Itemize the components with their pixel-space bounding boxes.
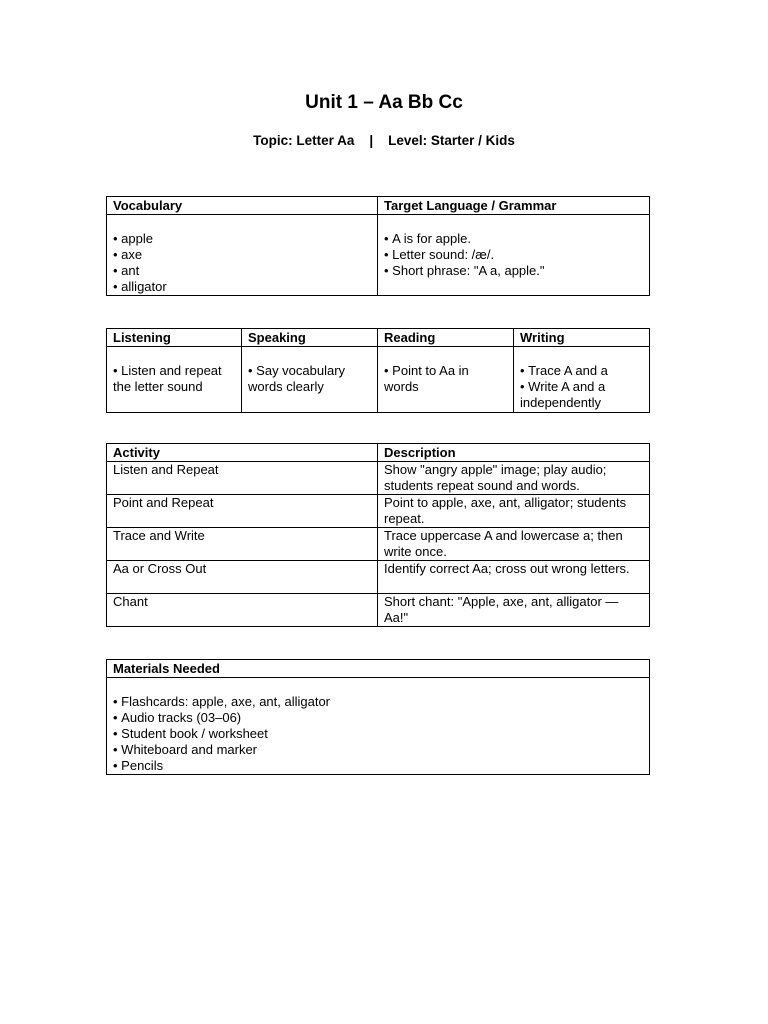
activity-description: Show "angry apple" image; play audio; students repeat sound and words. [378,462,650,495]
activity-description: Identify correct Aa; cross out wrong letters. [378,561,650,594]
writing-cell [514,347,650,413]
activity-header: Activity [107,444,378,462]
materials-header: Materials Needed [107,660,650,678]
list-item: • A is for apple. [384,231,643,247]
target-language-header: Target Language / Grammar [378,197,650,215]
vocabulary-table [106,196,650,296]
speaking-cell [242,347,378,413]
table-row [107,462,650,495]
target-language-cell [378,215,650,296]
speaking-header: Speaking [242,329,378,347]
list-item: • Whiteboard and marker [113,742,643,758]
skills-table [106,328,650,413]
listening-cell [107,347,242,413]
list-item: • alligator [113,279,371,295]
page-subtitle: Topic: Letter Aa | Level: Starter / Kids [253,133,515,148]
list-item: • axe [113,247,371,263]
activity-name: Chant [107,594,378,627]
list-item: • Student book / worksheet [113,726,643,742]
materials-cell [107,678,650,775]
vocabulary-cell [107,215,378,296]
list-item: • Listen and repeat the letter sound [113,363,235,395]
activity-table [106,443,650,627]
table-row [107,594,650,627]
activity-name: Trace and Write [107,528,378,561]
list-item: • apple [113,231,371,247]
description-header: Description [378,444,650,462]
page-title: Unit 1 – Aa Bb Cc [305,92,463,113]
activity-description: Short chant: "Apple, axe, ant, alligator — Aa!" [378,594,650,627]
list-item: • Write A and a independently [520,379,643,411]
activity-description: Trace uppercase A and lowercase a; then write once. [378,528,650,561]
writing-header: Writing [514,329,650,347]
activity-name: Listen and Repeat [107,462,378,495]
listening-header: Listening [107,329,242,347]
list-item: • Say vocabulary words clearly [248,363,371,395]
table-row [107,495,650,528]
vocabulary-header: Vocabulary [107,197,378,215]
list-item: • Trace A and a [520,363,643,379]
table-row [107,561,650,594]
list-item: • Short phrase: "A a, apple." [384,263,643,279]
list-item: • Point to Aa in words [384,363,507,395]
reading-cell [378,347,514,413]
list-item: • Pencils [113,758,643,774]
activity-description: Point to apple, axe, ant, alligator; students repeat. [378,495,650,528]
list-item: • ant [113,263,371,279]
activity-name: Aa or Cross Out [107,561,378,594]
reading-header: Reading [378,329,514,347]
list-item: • Letter sound: /æ/. [384,247,643,263]
list-item: • Audio tracks (03–06) [113,710,643,726]
materials-table [106,659,650,775]
activity-name: Point and Repeat [107,495,378,528]
list-item: • Flashcards: apple, axe, ant, alligator [113,694,643,710]
table-row [107,528,650,561]
